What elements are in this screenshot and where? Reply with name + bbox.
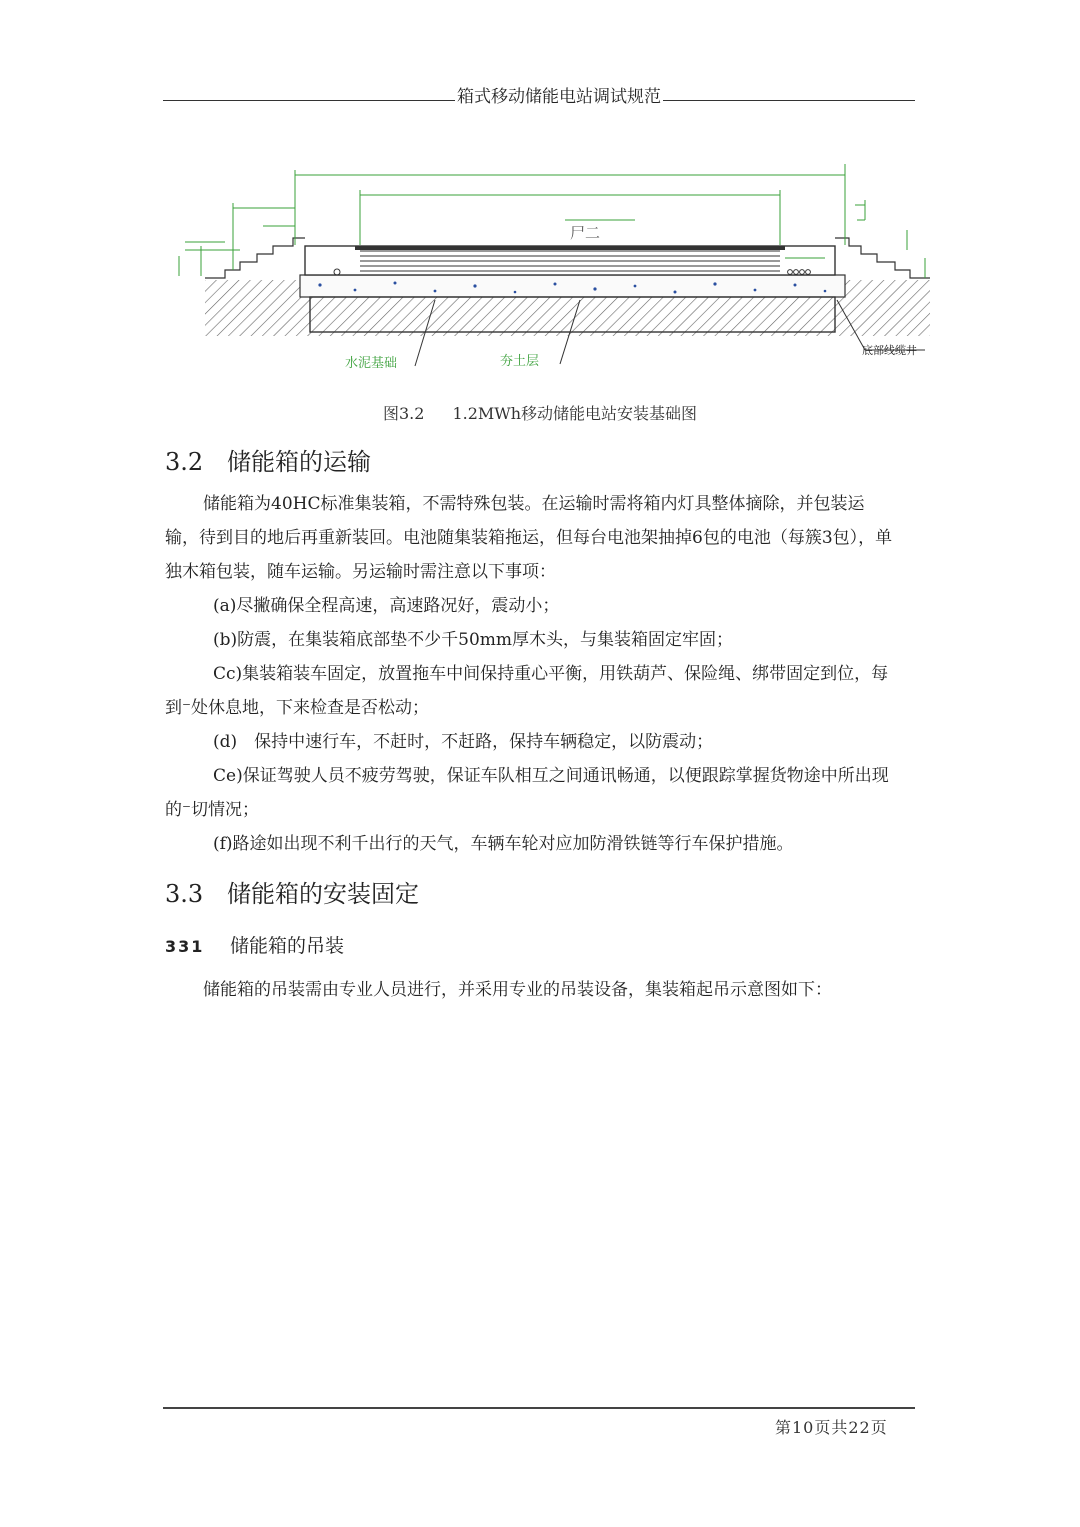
section-3-3-1-heading (165, 931, 344, 958)
list-item: (f)路途如出现不利千出行的天气，车辆车轮对应加防滑铁链等行车保护措施。 (213, 834, 794, 854)
subsection-title: 储能箱的吊装 (230, 935, 345, 957)
page-number: 第10页共22页 (775, 1418, 888, 1437)
list-item: (d) 保持中速行车，不赶时，不赶路，保持车辆稳定，以防震动； (213, 732, 714, 752)
cable-well-label: 底部线缆井 (862, 344, 917, 357)
section-title: 储能箱的运输 (227, 448, 371, 476)
figure-caption (383, 401, 725, 424)
concrete-foundation (300, 275, 845, 297)
list-item: (a)尽撇确保全程高速，高速路况好，震动小； (213, 596, 560, 616)
section-3-2-heading (165, 442, 371, 477)
figure-caption-number: 图3.2 (383, 404, 425, 423)
section-title: 储能箱的安装固定 (227, 880, 419, 908)
foundation-label: 水泥基础 (345, 356, 398, 371)
right-steps (835, 238, 930, 278)
subsection-number: 331 (165, 937, 205, 956)
list-item: (b)防震，在集装箱底部垫不少千50mm厚木头，与集装箱固定牢固； (213, 630, 734, 650)
page-header-title: 箱式移动储能电站调试规范 (455, 82, 663, 107)
soil-label: 夯土层 (500, 354, 540, 369)
section-number: 3.3 (165, 880, 204, 908)
diagram-marker-label: 尸二 (570, 224, 601, 242)
left-steps (205, 238, 305, 278)
foundation-diagram (165, 150, 940, 382)
container-roof (355, 246, 785, 250)
list-item: Cc)集装箱装车固定，放置拖车中间保持重心平衡，用铁葫芦、保险绳、绑带固定到位，每到⁻处休息地，下来检查是否松动； (165, 664, 889, 718)
section-3-3-heading (165, 874, 419, 909)
figure-caption-text: 1.2MWh移动储能电站安装基础图 (452, 404, 698, 423)
list-item: Ce)保证驾驶人员不疲劳驾驶，保证车队相互之间通讯畅通，以便跟踪掌握货物途中所出现的⁻切情况； (165, 766, 889, 820)
section-number: 3.2 (165, 448, 204, 476)
section-3-2-intro: 储能箱为40HC标准集装箱，不需特殊包装。在运输时需将箱内灯具整体摘除，并包装运输，待到目的地后再重新装回。电池随集装箱拖运，但每台电池架抽掉6包的电池（每簇3包），单独木箱包装，随车运输。另运输时需注意以下事项： (165, 494, 893, 582)
section-3-3-1-body: 储能箱的吊装需由专业人员进行，并采用专业的吊装设备，集装箱起吊示意图如下： (203, 980, 832, 1000)
footer-rule (163, 1407, 915, 1409)
